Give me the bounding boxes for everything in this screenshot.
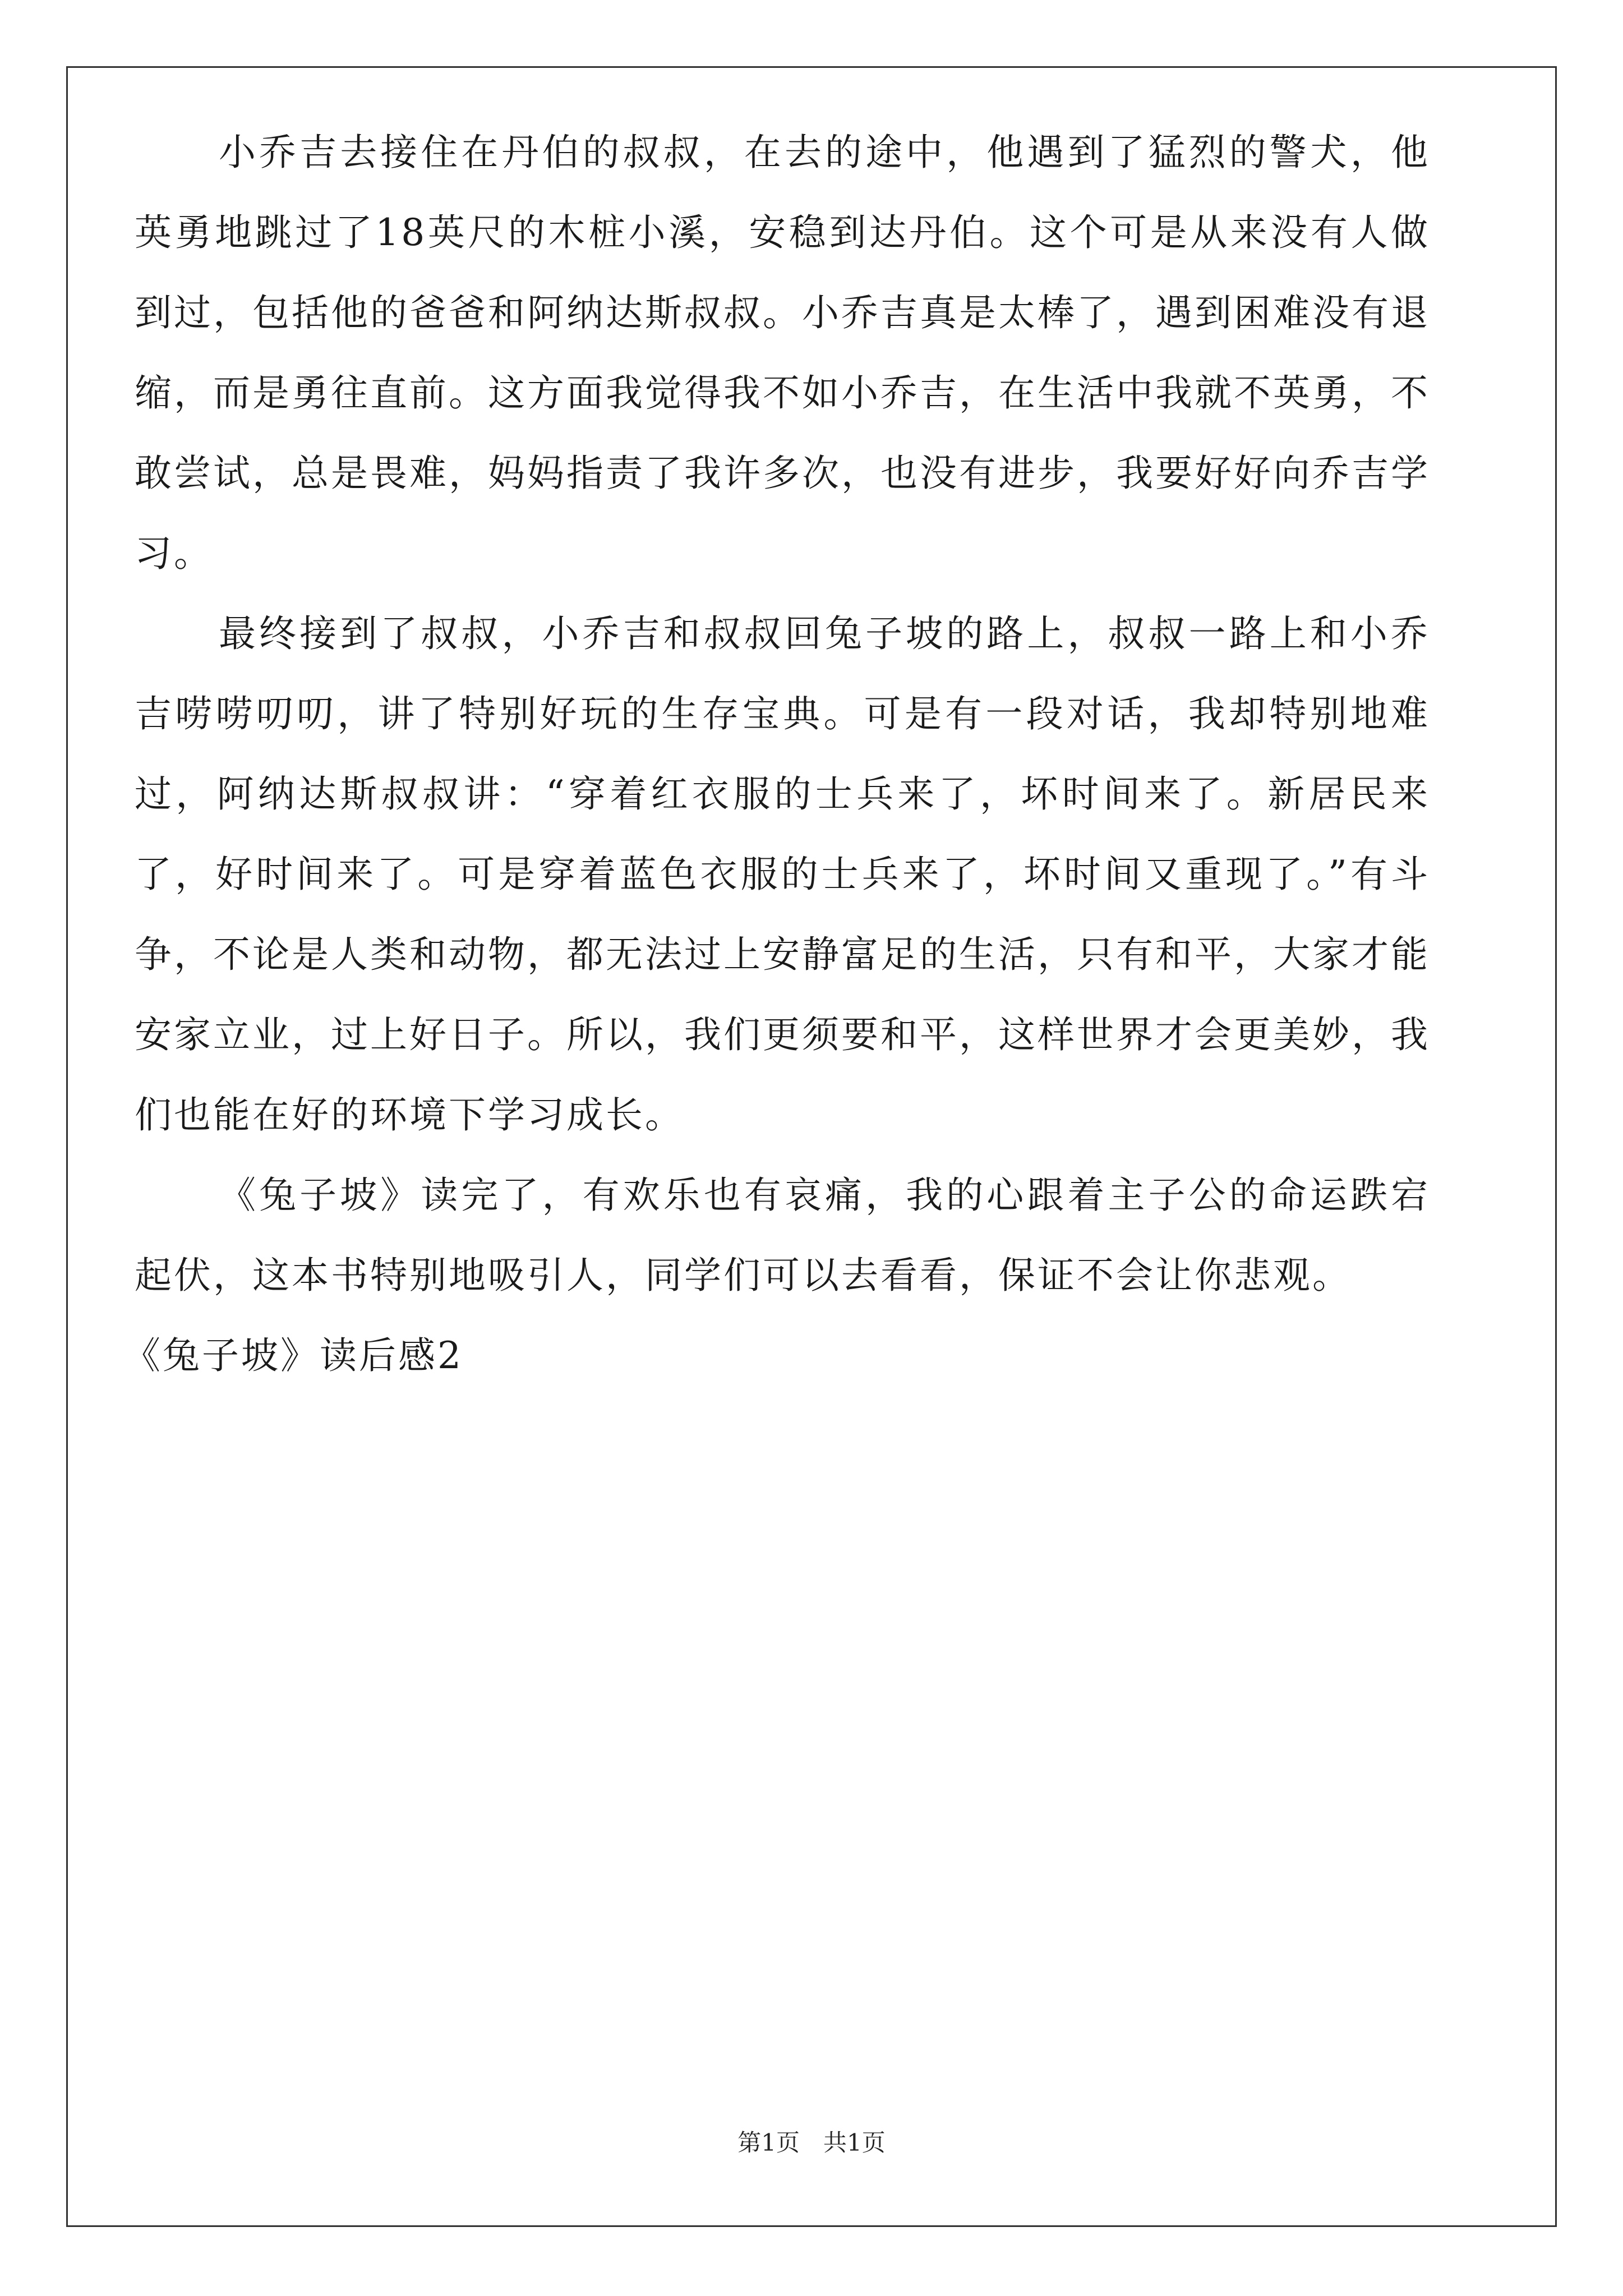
paragraph-3: 《兔子坡》读完了，有欢乐也有哀痛，我的心跟着主子公的命运跌宕起伏，这本书特别地吸引人，同学们可以去看看，保证不会让你悲观。 xyxy=(135,1174,1430,1297)
page-footer: 第1页 共1页 xyxy=(737,2129,886,2156)
paragraph-2: 最终接到了叔叔，小乔吉和叔叔回兔子坡的路上，叔叔一路上和小乔吉唠唠叨叨，讲了特别好玩的生存宝典。可是有一段对话，我却特别地难过，阿纳达斯叔叔讲：“穿着红衣服的士兵来了，坏时间来了。新居民来了，好时间来了。可是穿着蓝色衣服的士兵来了，坏时间又重现了。”有斗争，不论是人类和动物，都无法过上安静富足的生活，只有和平，大家才能安家立业，过上好日子。所以，我们更须要和平，这样世界才会更美妙，我们也能在好的环境下学习成长。 xyxy=(135,612,1430,1137)
paragraph-1: 小乔吉去接住在丹伯的叔叔，在去的途中，他遇到了猛烈的警犬，他英勇地跳过了18英尺的木桩小溪，安稳到达丹伯。这个可是从来没有人做到过，包括他的爸爸和阿纳达斯叔叔。小乔吉真是太棒了，遇到困难没有退缩，而是勇往直前。这方面我觉得我不如小乔吉，在生活中我就不英勇，不敢尝试，总是畏难，妈妈指责了我许多次，也没有进步，我要好好向乔吉学习。 xyxy=(135,131,1430,575)
section-heading: 《兔子坡》读后感2 xyxy=(123,1334,463,1377)
document-body xyxy=(123,112,1430,1396)
